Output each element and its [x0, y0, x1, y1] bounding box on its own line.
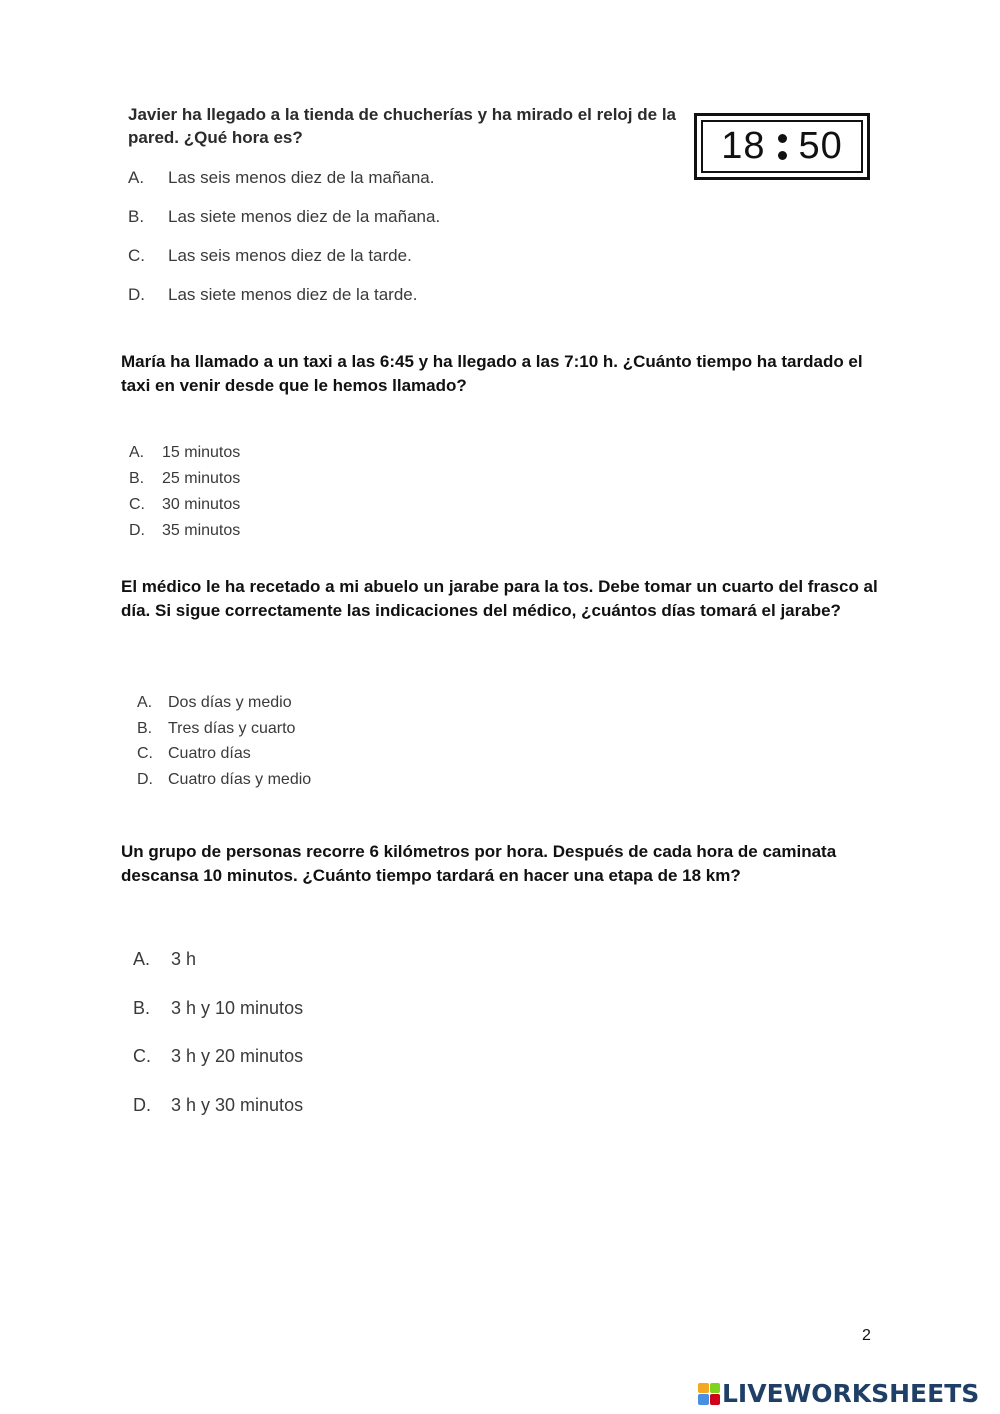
option-letter: C. — [137, 745, 153, 763]
option-text: Las siete menos diez de la tarde. — [168, 285, 418, 304]
option-text: Tres días y cuarto — [168, 719, 296, 737]
option-letter: B. — [137, 719, 153, 737]
option-text: 30 minutos — [162, 496, 241, 513]
option-text: Las siete menos diez de la mañana. — [168, 207, 441, 226]
option-text: 3 h y 20 minutos — [171, 1046, 304, 1066]
question-1-options — [128, 167, 440, 323]
option-text: 3 h y 30 minutos — [171, 1094, 304, 1115]
option-letter: C. — [133, 1046, 151, 1066]
liveworksheets-logo[interactable] — [698, 1379, 979, 1408]
question-1-option-d[interactable] — [128, 284, 440, 323]
question-4-options — [133, 948, 303, 1142]
option-text: Las seis menos diez de la mañana. — [168, 168, 435, 187]
option-text: 35 minutos — [162, 522, 241, 539]
option-text: 3 h — [171, 949, 197, 969]
option-text: 3 h y 10 minutos — [171, 997, 304, 1018]
question-3-text: El médico le ha recetado a mi abuelo un jarabe para la tos. Debe tomar un cuarto del frasco al día. Si sigue correctamente las indicaciones del médico, ¿cuántos días tomará el jarabe? — [121, 577, 878, 620]
logo-square — [698, 1394, 709, 1405]
question-4-option-b[interactable] — [133, 997, 303, 1046]
question-1-text: Javier ha llegado a la tienda de chucherías y ha mirado el reloj de la pared. ¿Qué hora es? — [128, 105, 676, 147]
question-2-option-b[interactable] — [129, 469, 240, 495]
clock-hours: 18 — [721, 125, 766, 167]
question-2-option-d[interactable] — [129, 521, 240, 547]
option-text: Cuatro días — [168, 745, 251, 763]
question-2-option-a[interactable] — [129, 443, 240, 469]
clock-colon-icon — [778, 134, 787, 160]
logo-square — [710, 1394, 721, 1405]
question-1-option-c[interactable] — [128, 245, 440, 284]
option-letter: A. — [137, 694, 153, 711]
question-3-option-d[interactable] — [137, 770, 311, 796]
option-letter: C. — [129, 496, 145, 513]
option-text: Dos días y medio — [168, 694, 292, 711]
digital-clock — [694, 113, 870, 180]
question-4-option-d[interactable] — [133, 1094, 303, 1143]
page-number: 2 — [862, 1327, 871, 1344]
question-3-option-a[interactable] — [137, 693, 311, 719]
question-4-option-a[interactable] — [133, 948, 303, 997]
question-3-options — [137, 693, 311, 796]
question-2-option-c[interactable] — [129, 495, 240, 521]
option-letter: B. — [128, 207, 145, 226]
liveworksheets-wordmark: LIVEWORKSHEETS — [722, 1379, 980, 1408]
option-text: Cuatro días y medio — [168, 771, 312, 789]
option-letter: A. — [128, 168, 145, 187]
option-letter: C. — [128, 246, 145, 265]
logo-square — [710, 1383, 721, 1394]
question-3-option-c[interactable] — [137, 744, 311, 770]
option-letter: D. — [129, 522, 145, 539]
question-2-text: María ha llamado a un taxi a las 6:45 y ha llegado a las 7:10 h. ¿Cuánto tiempo ha tardado el taxi en venir desde que le hemos llamado? — [121, 352, 863, 395]
option-text: 25 minutos — [162, 470, 241, 487]
question-4-option-c[interactable] — [133, 1045, 303, 1094]
option-letter: D. — [133, 1094, 151, 1115]
clock-minutes: 50 — [798, 125, 843, 167]
option-letter: B. — [133, 997, 151, 1018]
option-letter: A. — [133, 949, 151, 969]
option-letter: B. — [129, 470, 145, 487]
logo-square — [698, 1383, 709, 1394]
option-text: Las seis menos diez de la tarde. — [168, 246, 412, 265]
option-letter: D. — [137, 771, 153, 789]
liveworksheets-logo-icon — [698, 1383, 720, 1405]
question-2-options — [129, 443, 240, 547]
question-3-option-b[interactable] — [137, 719, 311, 745]
question-1-option-a[interactable] — [128, 167, 440, 206]
option-letter: A. — [129, 444, 145, 461]
question-1-option-b[interactable] — [128, 206, 440, 245]
question-4-text: Un grupo de personas recorre 6 kilómetros por hora. Después de cada hora de caminata descansa 10 minutos. ¿Cuánto tiempo tardará en hacer una etapa de 18 km? — [121, 842, 837, 885]
option-letter: D. — [128, 285, 145, 304]
option-text: 15 minutos — [162, 444, 241, 461]
